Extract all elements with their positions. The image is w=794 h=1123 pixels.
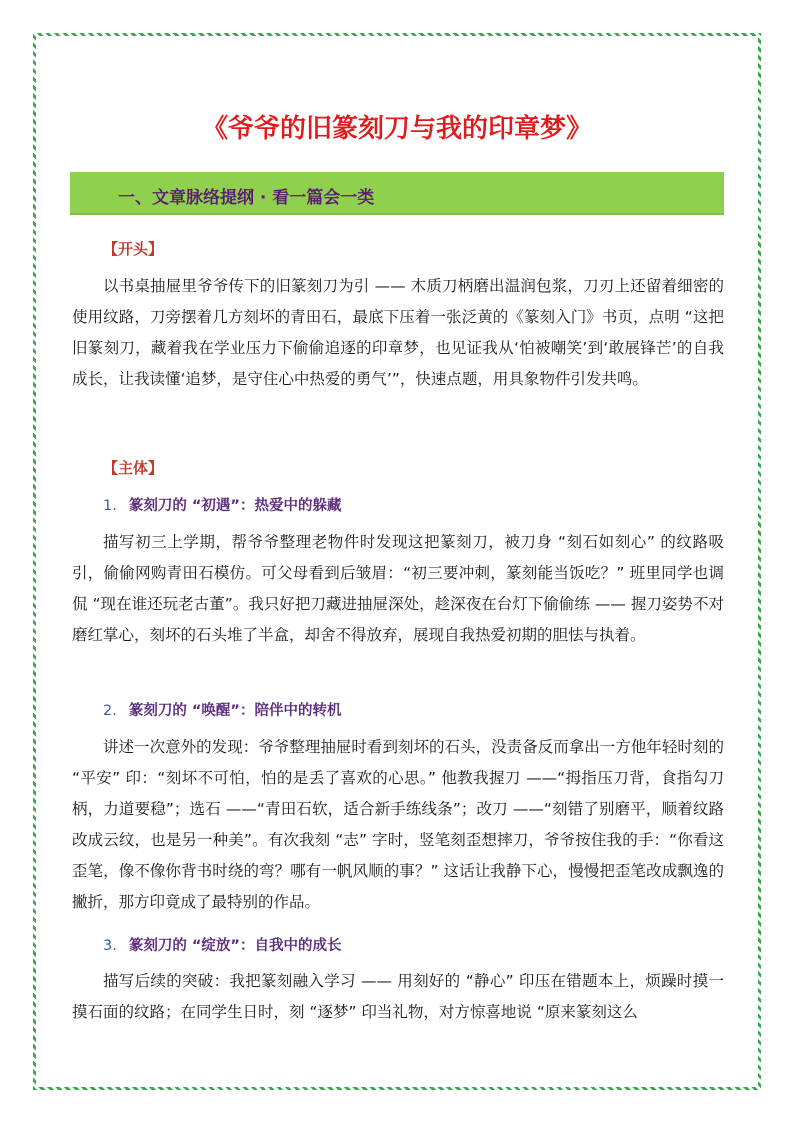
subsection-number: 2.	[103, 703, 117, 719]
subsection-number: 3.	[103, 938, 117, 954]
page-title: 《爷爷的旧篆刻刀与我的印章梦》	[201, 114, 592, 144]
subsection-paragraph-3: 描写后续的突破：我把篆刻融入学习 —— 用刻好的 “静心” 印压在错题本上，烦躁时摸一摸石面的纹路；在同学生日时，刻 “逐梦” 印当礼物，对方惊喜地说 “原来篆刻这么	[72, 972, 724, 1021]
subsection-paragraph-1: 描写初三上学期，帮爷爷整理老物件时发现这把篆刻刀，被刀身 “刻石如刻心” 的纹路吸引，偷偷网购青田石模仿。可父母看到后皱眉：“初三要冲刺，篆刻能当饭吃？” 班里同学也调侃 “现在谁还玩老古董”。我只好把刀藏进抽屉深处，趁深夜在台灯下偷偷练 —— 握刀姿势不对磨红掌心，刻坏的石头堆了半盒，却舍不得放弃，展现自我热爱初期的胆怯与执着。	[72, 533, 724, 644]
subsection-number: 1.	[103, 498, 117, 514]
subsection-title: 篆刻刀的 “初遇”：热爱中的躲藏	[128, 498, 342, 514]
opening-paragraph: 以书桌抽屉里爷爷传下的旧篆刻刀为引 —— 木质刀柄磨出温润包浆，刀刃上还留着细密的使用纹路，刀旁摆着几方刻坏的青田石，最底下压着一张泛黄的《篆刻入门》书页，点明 “这把旧篆刻刀，藏着我在学业压力下偷偷追逐的印章梦，也见证我从‘怕被嘲笑’到‘敢展锋芒’的自我成长，让我读懂‘追梦，是守住心中热爱的勇气’”，快速点题，用具象物件引发共鸣。	[72, 277, 724, 388]
section-heading-bar	[70, 172, 724, 215]
subsection-title: 篆刻刀的 “绽放”：自我中的成长	[128, 938, 342, 954]
subsection-heading-3	[103, 934, 341, 955]
opening-label: 【开头】	[103, 240, 164, 258]
body-label: 【主体】	[103, 459, 164, 477]
subsection-heading-1	[103, 494, 341, 515]
subsection-title: 篆刻刀的 “唤醒”：陪伴中的转机	[128, 703, 342, 719]
subsection-heading-2	[103, 699, 341, 720]
subsection-paragraph-2: 讲述一次意外的发现：爷爷整理抽屉时看到刻坏的石头，没责备反而拿出一方他年轻时刻的 “平安” 印：“刻坏不可怕，怕的是丢了喜欢的心思。” 他教我握刀 ——“拇指压刀背，食指勾刀柄，力道要稳”；选石 ——“青田石软，适合新手练线条”；改刀 ——“刻错了别磨平，顺着纹路改成云纹，也是另一种美”。有次我刻 “志” 字时，竖笔刻歪想摔刀，爷爷按住我的手：“你看这歪笔，像不像你背书时绕的弯？哪有一帆风顺的事？” 这话让我静下心，慢慢把歪笔改成飘逸的撇折，那方印竟成了最特别的作品。	[72, 738, 724, 911]
section-heading: 一、文章脉络提纲 · 看一篇会一类	[118, 188, 375, 208]
